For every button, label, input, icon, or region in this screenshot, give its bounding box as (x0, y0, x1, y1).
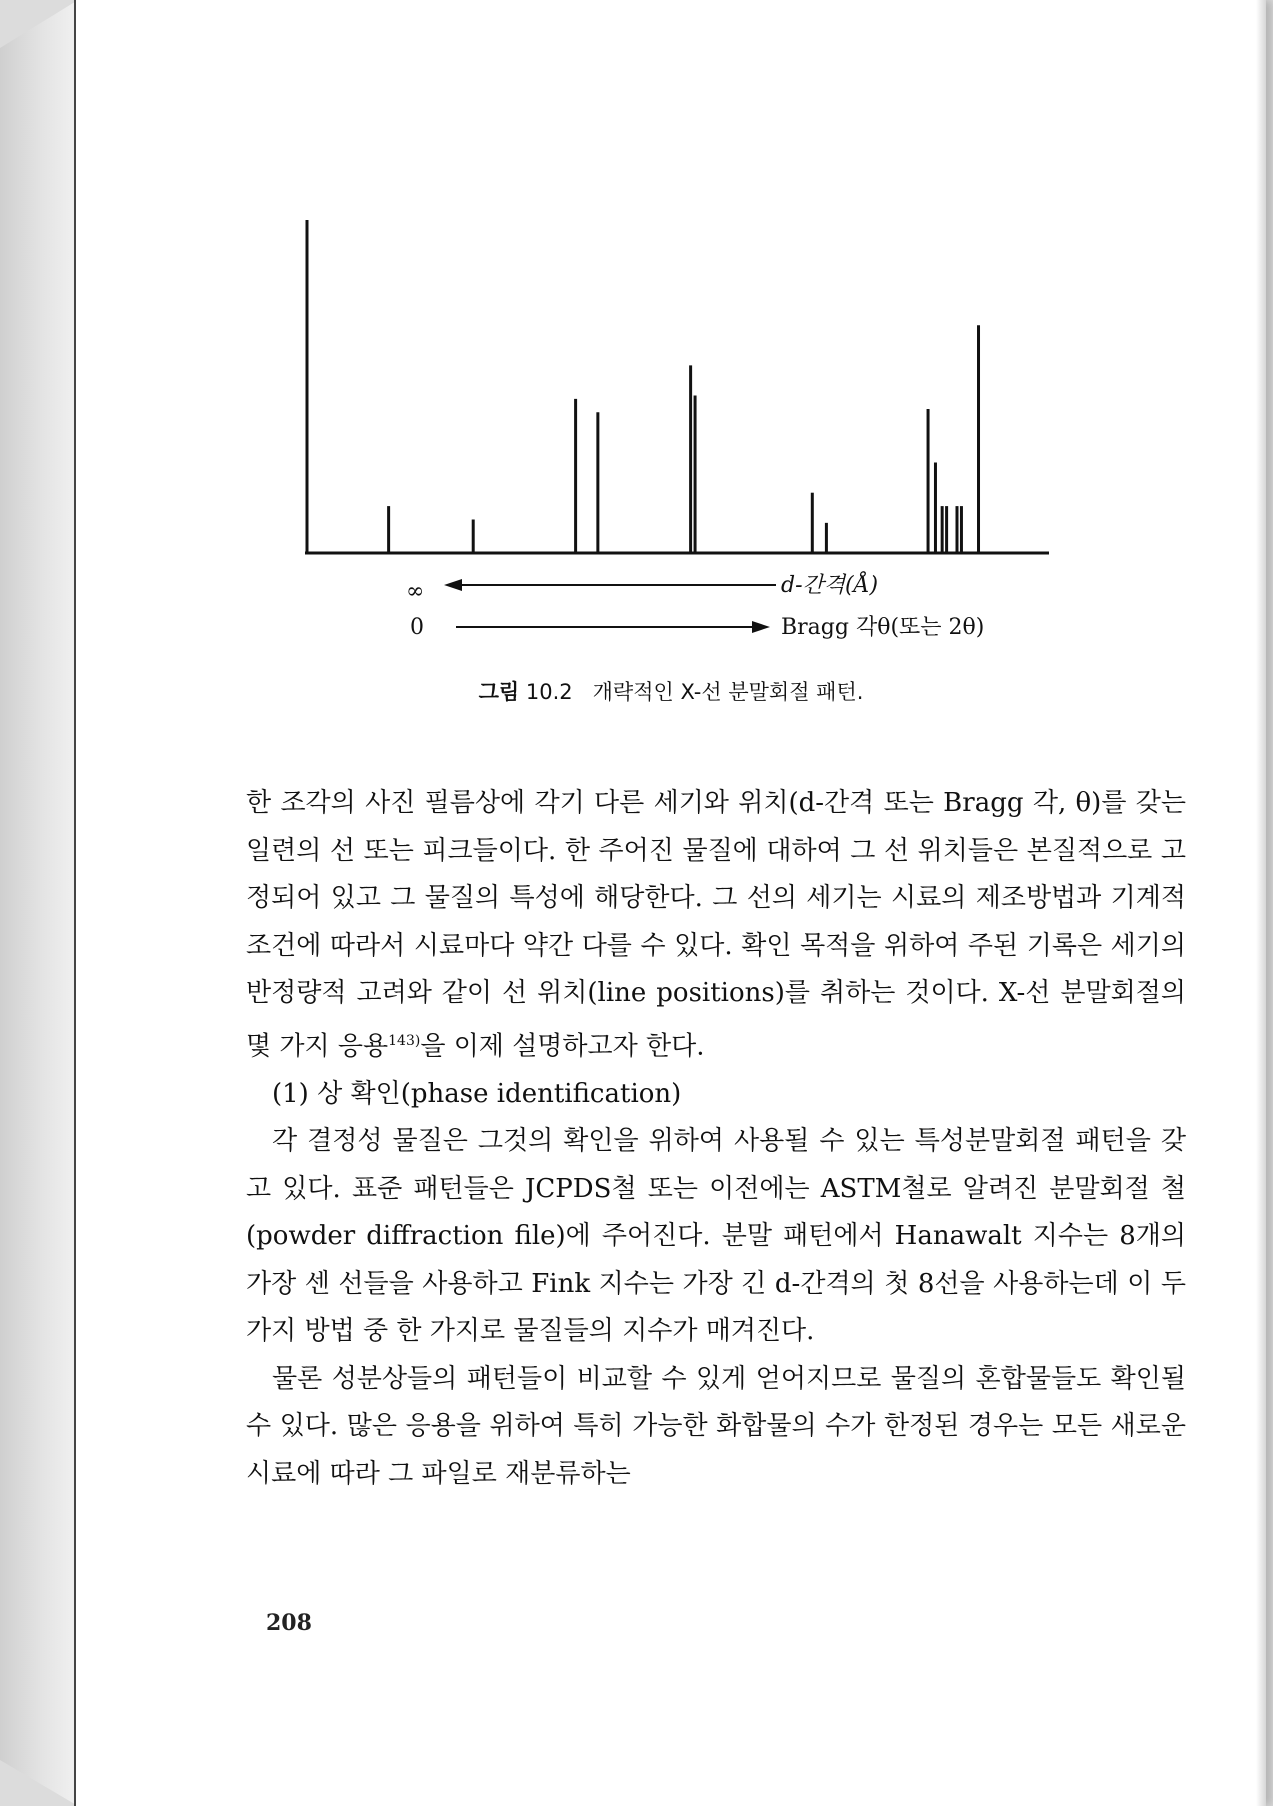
peaks-group (389, 325, 979, 553)
d-spacing-label: d-간격(Å) (781, 573, 879, 598)
d-spacing-arrow-head (444, 579, 462, 591)
paragraph-3: 물론 성분상들의 패턴들이 비교할 수 있게 얻어지므로 물질의 혼합물들도 확인될 수 있다. 많은 응용을 위하여 특히 가능한 화합물의 수가 한정된 경우는 모든 새로운 시료에 따라 그 파일로 재분류하는 (246, 1363, 1186, 1489)
infinity-label: ∞ (406, 579, 425, 604)
zero-label: 0 (410, 615, 424, 640)
caption-number: 10.2 (525, 680, 573, 704)
xrd-pattern-figure (76, 0, 1266, 650)
paragraph-2: 각 결정성 물질은 그것의 확인을 위하여 사용될 수 있는 특성분말회절 패턴을 갖고 있다. 표준 패턴들은 JCPDS철 또는 이전에는 ASTM철로 알려진 분말회절 철(powder diffraction file)에 주어진다. 분말 패턴에서 Hanawalt 지수는 8개의 가장 센 선들을 사용하고 Fink 지수는 가장 긴 d-간격의 첫 8선을 사용하는데 이 두 가지 방법 중 한 가지로 물질들의 지수가 매겨진다. (246, 1126, 1186, 1347)
bragg-arrow-head (752, 621, 770, 633)
section-heading: (1) 상 확인(phase identification) (272, 1078, 682, 1109)
caption-label: 그림 (478, 680, 520, 704)
body-text (246, 780, 1186, 1498)
page-number: 208 (266, 1610, 312, 1636)
paragraph-1: 한 조각의 사진 필름상에 각기 다른 세기와 위치(d-간격 또는 Bragg 각, θ)를 갖는 일련의 선 또는 피크들이다. 한 주어진 물질에 대하여 그 선 위치들은 본질적으로 고정되어 있고 그 물질의 특성에 해당한다. 그 선의 세기는 시료의 제조방법과 기계적 조건에 따라서 시료마다 약간 다를 수 있다. 확인 목적을 위하여 주된 기록은 세기의 반정량적 고려와 같이 선 위치(line positions)를 취하는 것이다. X-선 분말회절의 몇 가지 응용$^{143)}$을 이제 설명하고자 한다. (246, 788, 1186, 1062)
figure-caption (76, 676, 1266, 706)
bragg-angle-label: Bragg 각θ(또는 2θ) (781, 615, 985, 640)
footnote-ref: 143) (388, 1032, 421, 1049)
book-spine (0, 0, 78, 1806)
caption-text: 개략적인 X-선 분말회절 패턴. (592, 680, 864, 704)
book-page (74, 0, 1266, 1806)
